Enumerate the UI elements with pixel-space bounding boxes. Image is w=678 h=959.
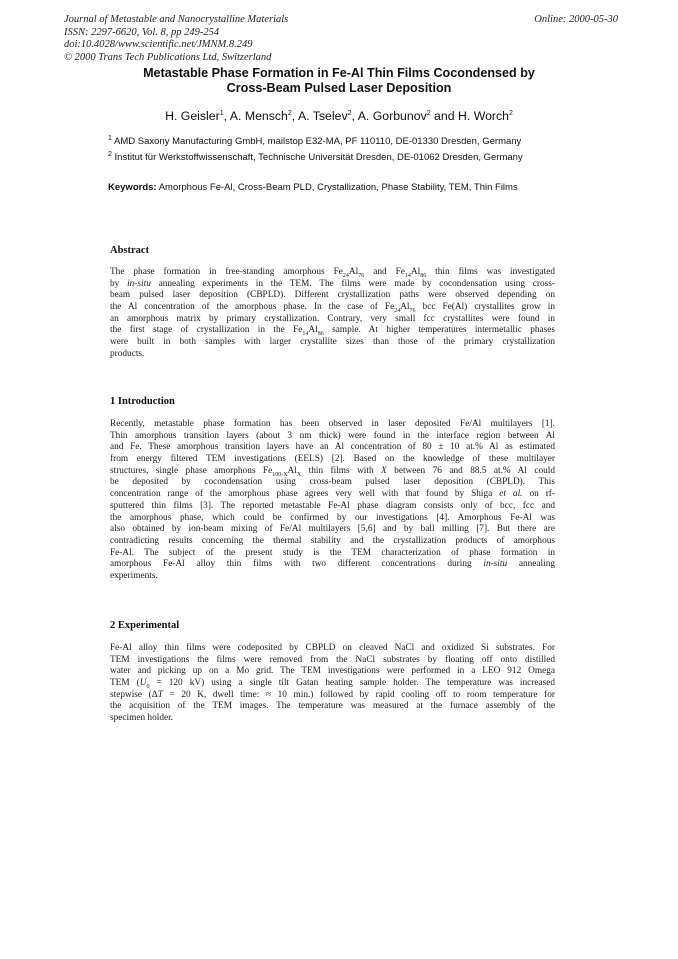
text-line: Thin amorphous transition layers (about 3 nm thick) were found in the interface region between Al — [110, 430, 555, 441]
online-date: Online: 2000-05-30 — [534, 14, 618, 25]
text-line: TEM investigations the films were removed from the NaCl substrates by floating off onto distilled — [110, 654, 555, 665]
text-line: Recently, metastable phase formation has been observed in laser deposited Fe/Al multilayers [1]. — [110, 419, 555, 429]
keywords-text: Amorphous Fe-Al, Cross-Beam PLD, Crystallization, Phase Stability, TEM, Thin Films — [158, 182, 518, 193]
text-line: the first stage of crystallization in the $Fe_{14}Al_{86}$ sample. At higher temperatures intermetallic phases — [110, 325, 555, 338]
text-line: from energy filtered TEM investigations (EELS) [2]. Based on the knowledge of these multilayer — [110, 454, 555, 465]
text-line: by in-situ annealing experiments in the TEM. The films were made by cocondensation using cross- — [110, 278, 555, 289]
title-line: Metastable Phase Formation in Fe-Al Thin Films Cocondensed by — [143, 66, 535, 80]
text-line: TEM ($U_0 = 120$ kV) using a single tilt Gatan heating sample holder. The temperature was increased — [110, 678, 555, 690]
author: A. Tselev$^2$, — [297, 109, 358, 123]
title-line: Cross-Beam Pulsed Laser Deposition — [226, 81, 452, 95]
paper-title — [0, 66, 678, 96]
introduction-heading: 1 Introduction — [110, 396, 175, 407]
text-line: amorphous Fe-Al alloy thin films with two different concentrations during in-situ annealing — [110, 559, 555, 570]
abstract-heading: Abstract — [110, 245, 150, 256]
journal-info — [64, 14, 288, 64]
author: A. Gorbunov$^2$ and — [357, 109, 458, 123]
text-line: stepwise (ΔT = 20 K, dwell time: ≈ 10 min.) followed by rapid cooling off to room temperature for — [110, 689, 555, 700]
journal-doi: doi:10.4028/www.scientific.net/JMNM.8.249 — [64, 39, 253, 50]
abstract-text — [110, 267, 555, 361]
text-line: be deposited by cocondensation using cross-beam pulsed laser deposition (CBPLD). This — [110, 477, 555, 488]
text-line: experiments. — [110, 570, 158, 581]
text-line: were built in both samples with larger crystallite sizes than those of the primary crystallization — [110, 337, 555, 348]
text-line: concentration range of the amorphous phase agrees very well with that found by Shiga et al. on rf- — [110, 489, 555, 500]
text-line: water and picking up on a Mo grid. The TEM investigations were performed in a LEO 912 Omega — [110, 666, 555, 677]
text-line: contradicting results concerning the thermal stability and the crystallization products of amorphous — [110, 535, 555, 546]
keywords — [108, 182, 518, 193]
text-line: products. — [110, 348, 145, 359]
text-line: the Al concentration of the amorphous phase. In the case of $Fe_{24}Al_{76}$ bcc Fe(Al) crystallites grow in — [110, 302, 555, 314]
text-line: the amorphous phase, which could be confirmed by our investigations [4]. Amorphous Fe-Al was — [110, 512, 555, 523]
author: H. Geisler$^1$, — [165, 109, 230, 123]
experimental-text — [110, 643, 555, 725]
text-line: The phase formation in free-standing amorphous $Fe_{24}Al_{76}$ and $Fe_{14}Al_{86}$ thin films was investigated — [110, 267, 555, 279]
affiliation-2: $^2$ Institut für Werkstoffwissenschaft, Technische Universität Dresden, DE-01062 Dresden, Germany — [108, 150, 523, 163]
text-line: the acquisition of the TEM images. The temperature was measured at the furnace assembly of the — [110, 701, 555, 712]
journal-name: Journal of Metastable and Nanocrystalline Materials — [64, 14, 289, 25]
text-line: structures, single phase amorphous $Fe_{100-X}Al_X$ thin films with X between 76 and 88.5 at.% Al could — [110, 465, 555, 478]
journal-issn: ISSN: 2297-6620, Vol. 8, pp 249-254 — [64, 26, 220, 38]
experimental-heading: 2 Experimental — [110, 620, 180, 631]
text-line: Fe-Al. The subject of the present study is the TEM characterization of phase formation in — [110, 547, 555, 558]
text-line: and Fe. These amorphous transition layers have an Al concentration of 80 ± 10 at.% Al as estimated — [110, 442, 555, 453]
text-line: also obtained by ion-beam mixing of Fe/Al multilayers [5,6] and by ball milling [7]. But there are — [110, 524, 555, 535]
text-line: sputtered thin films [3]. The reported metastable Fe-Al phase diagram consists only of bcc, fcc and — [110, 500, 555, 511]
author: A. Mensch$^2$, — [229, 109, 298, 123]
text-line: beam pulsed laser deposition (CBPLD). Different crystallization paths were observed depending on — [110, 290, 555, 301]
journal-copyright: © 2000 Trans Tech Publications Ltd, Switzerland — [64, 51, 272, 63]
author: H. Worch$^2$ — [458, 109, 513, 123]
text-line: specimen holder. — [110, 713, 173, 724]
text-line: an amorphous matrix by primary crystallization. Contrary, very small fcc crystallites were found in — [110, 313, 555, 324]
affiliation-1: $^1$ AMD Saxony Manufacturing GmbH, mailstop E32-MA, PF 110110, DE-01330 Dresden, Germany — [108, 134, 522, 147]
author-list — [0, 109, 678, 123]
introduction-text — [110, 419, 555, 583]
text-line: Fe-Al alloy thin films were codeposited by CBPLD on cleaved NaCl and oxidized Si substrates. For — [110, 643, 555, 653]
keywords-label: Keywords: — [108, 182, 157, 193]
